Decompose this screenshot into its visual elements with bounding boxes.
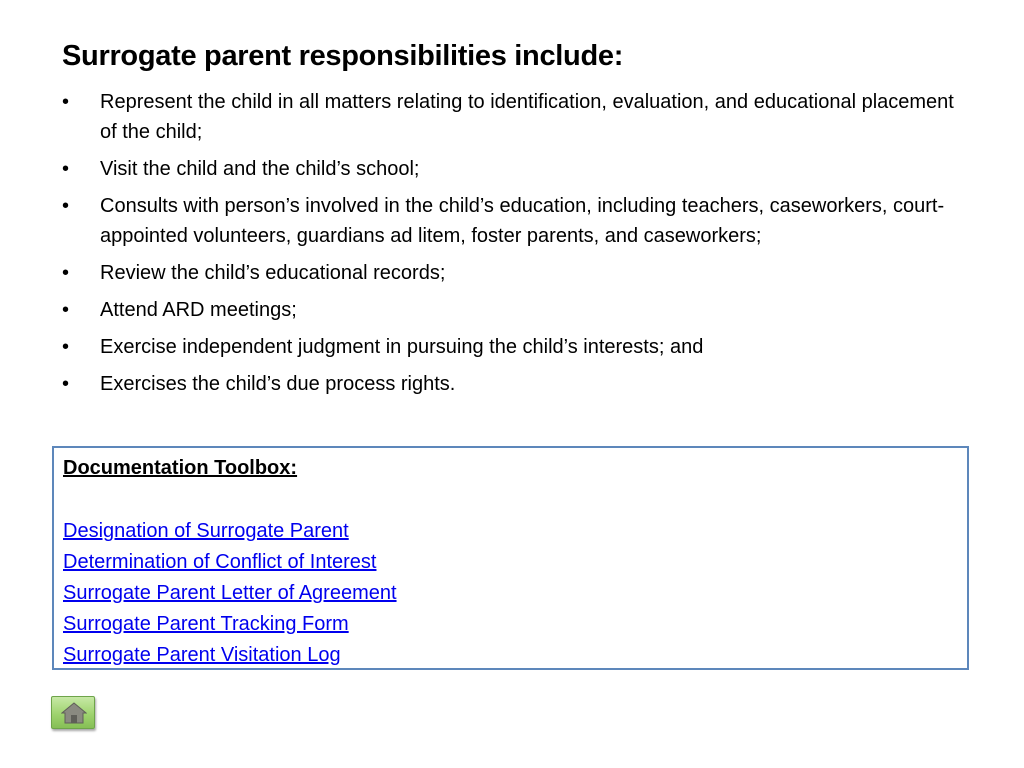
list-item (62, 295, 962, 325)
link-surrogate-parent-letter-of-agreement[interactable]: Surrogate Parent Letter of Agreement (63, 582, 397, 604)
bullet-icon: • (62, 195, 70, 217)
link-surrogate-parent-tracking-form[interactable]: Surrogate Parent Tracking Form (63, 613, 349, 635)
home-icon (61, 702, 87, 724)
link-surrogate-parent-visitation-log[interactable]: Surrogate Parent Visitation Log (63, 644, 341, 666)
toolbox-heading: Documentation Toolbox: (63, 457, 298, 479)
list-item-text: Exercise independent judgment in pursuing the child’s interests; and (100, 336, 704, 358)
bullet-icon: • (62, 91, 70, 113)
list-item (62, 87, 962, 147)
list-item (62, 191, 962, 251)
toolbox-link-list (63, 516, 397, 671)
list-item-text: Consults with person’s involved in the child’s education, including teachers, caseworkers, court-appointed volunteers, guardians ad litem, foster parents, and caseworkers; (100, 195, 945, 247)
responsibilities-list (62, 87, 962, 406)
list-item-text: Represent the child in all matters relating to identification, evaluation, and educational placement of the child; (100, 91, 954, 143)
list-item-text: Exercises the child’s due process rights. (100, 373, 456, 395)
list-item-text: Attend ARD meetings; (100, 299, 297, 321)
bullet-icon: • (62, 336, 70, 358)
bullet-icon: • (62, 299, 70, 321)
link-designation-of-surrogate-parent[interactable]: Designation of Surrogate Parent (63, 520, 349, 542)
link-determination-of-conflict-of-interest[interactable]: Determination of Conflict of Interest (63, 551, 377, 573)
list-item (62, 369, 962, 399)
bullet-icon: • (62, 262, 70, 284)
slide-title: Surrogate parent responsibilities include: (62, 40, 624, 72)
home-button[interactable] (51, 696, 95, 729)
bullet-icon: • (62, 158, 70, 180)
bullet-icon: • (62, 373, 70, 395)
list-item-text: Review the child’s educational records; (100, 262, 446, 284)
list-item (62, 258, 962, 288)
list-item (62, 332, 962, 362)
list-item-text: Visit the child and the child’s school; (100, 158, 420, 180)
documentation-toolbox (52, 446, 969, 670)
list-item (62, 154, 962, 184)
